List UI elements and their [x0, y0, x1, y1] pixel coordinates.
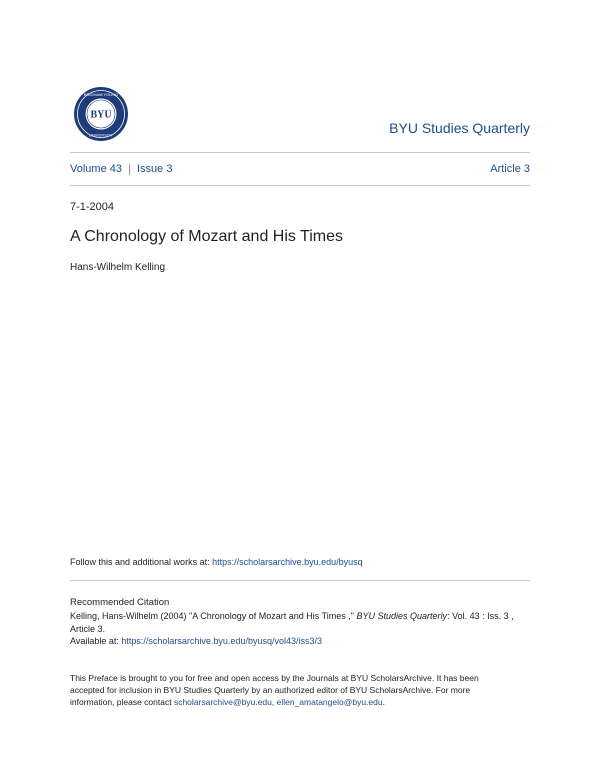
issue-link[interactable]: Issue 3 — [136, 163, 173, 175]
access-notice — [70, 672, 510, 708]
byu-seal-logo — [73, 86, 129, 142]
issue-breadcrumb — [70, 163, 172, 175]
seal-bottom-text: UNIVERSITY — [88, 132, 114, 138]
divider-top — [70, 152, 530, 153]
publication-date: 7-1-2004 — [70, 201, 115, 213]
notice-text: This Preface is brought to you for free and open access by the Journals at BYU ScholarsArchive. It has been accepted for inclusion in BYU Studies Quarterly by an authorized editor of BYU ScholarsArchive. For more information, please contact — [70, 673, 479, 707]
volume-link[interactable]: Volume 43 — [70, 163, 122, 175]
divider-issue — [70, 185, 530, 186]
citation-start: Kelling, Hans-Wilhelm (2004) "A Chronology of Mozart and His Times ," — [70, 611, 357, 621]
article-link[interactable]: Article 3 — [490, 163, 530, 175]
citation-end: : Vol. 43 : Iss. 3 , Article 3. — [70, 611, 514, 634]
article-title: A Chronology of Mozart and His Times — [70, 228, 344, 245]
seal-top-text: BRIGHAM YOUNG — [83, 92, 119, 97]
citation-heading: Recommended Citation — [70, 597, 170, 608]
available-label: Available at: — [70, 636, 122, 646]
citation-journal: BYU Studies Quarterly — [356, 611, 448, 621]
article-author: Hans-Wilhelm Kelling — [70, 262, 166, 273]
follow-text: Follow this and additional works at: — [70, 557, 213, 567]
follow-line — [70, 557, 363, 567]
follow-link[interactable]: https://scholarsarchive.byu.edu/byusq — [212, 557, 363, 567]
divider-citation — [70, 580, 530, 581]
notice-end: . — [382, 697, 385, 707]
available-link[interactable]: https://scholarsarchive.byu.edu/byusq/vol43/iss3/3 — [121, 636, 322, 646]
breadcrumb-separator — [129, 164, 130, 175]
seal-text: BYU — [90, 109, 112, 121]
citation-text — [70, 610, 532, 635]
contact-email-link[interactable]: scholarsarchive@byu.edu, ellen_amatangelo@byu.edu — [173, 697, 383, 707]
available-line — [70, 636, 322, 646]
journal-title-link[interactable]: BYU Studies Quarterly — [389, 120, 530, 136]
